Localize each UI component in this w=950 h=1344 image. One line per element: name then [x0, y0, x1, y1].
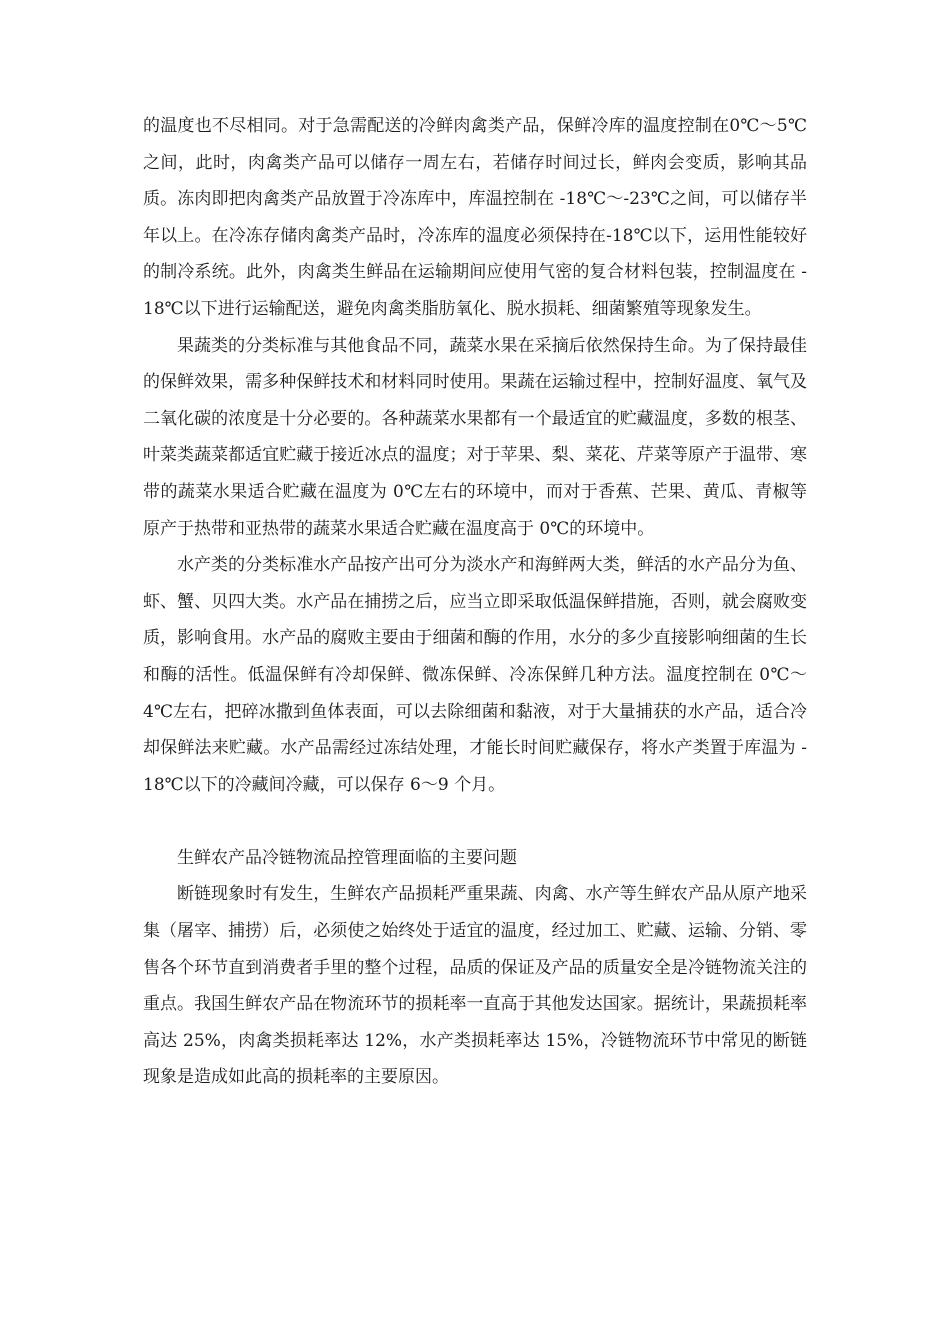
paragraph-fruit-vegetable-storage: 果蔬类的分类标准与其他食品不同，蔬菜水果在采摘后依然保持生命。为了保持最佳的保鲜效果，需多种保鲜技术和材料同时使用。果蔬在运输过程中，控制好温度、氧气及二氧化碳的浓度是十分必要的。各种蔬菜水果都有一个最适宜的贮藏温度，多数的根茎、叶菜类蔬菜都适宜贮藏于接近冰点的温度；对于苹果、梨、菜花、芹菜等原产于温带、寒带的蔬菜水果适合贮藏在温度为 0℃左右的环境中，而对于香蕉、芒果、黄瓜、青椒等原产于热带和亚热带的蔬菜水果适合贮藏在温度高于 0℃的环境中。 [143, 335, 807, 539]
paragraph-aquatic-storage: 水产类的分类标准水产品按产出可分为淡水产和海鲜两大类，鲜活的水产品分为鱼、虾、蟹、贝四大类。水产品在捕捞之后，应当立即采取低温保鲜措施，否则，就会腐败变质，影响食用。水产品的腐败主要由于细菌和酶的作用，水分的多少直接影响细菌的生长和酶的活性。低温保鲜有冷却保鲜、微冻保鲜、冷冻保鲜几种方法。温度控制在 0℃～4℃左右，把碎冰撒到鱼体表面，可以去除细菌和黏液，对于大量捕获的水产品，适合冷却保鲜法来贮藏。水产品需经过冻结处理，才能长时间贮藏保存，将水产类置于库温为 -18℃以下的冷藏间冷藏，可以保存 6～9 个月。 [143, 555, 807, 795]
blank-line [143, 803, 807, 840]
document-body [143, 108, 807, 1096]
section-heading: 生鲜农产品冷链物流品控管理面临的主要问题 [177, 847, 517, 868]
paragraph-meat-storage: 的温度也不尽相同。对于急需配送的冷鲜肉禽类产品，保鲜冷库的温度控制在0℃～5℃之间，此时，肉禽类产品可以储存一周左右，若储存时间过长，鲜肉会变质，影响其品质。冻肉即把肉禽类产品放置于冷冻库中，库温控制在 -18℃～-23℃之间，可以储存半年以上。在冷冻存储肉禽类产品时，冷冻库的温度必须保持在-18℃以下，运用性能较好的制冷系统。此外，肉禽类生鲜品在运输期间应使用气密的复合材料包装，控制温度在 -18℃以下进行运输配送，避免肉禽类脂肪氧化、脱水损耗、细菌繁殖等现象发生。 [143, 116, 807, 319]
paragraph-cold-chain-problems: 断链现象时有发生，生鲜农产品损耗严重果蔬、肉禽、水产等生鲜农产品从原产地采集（屠宰、捕捞）后，必须使之始终处于适宜的温度，经过加工、贮藏、运输、分销、零售各个环节直到消费者手里的整个过程，品质的保证及产品的质量安全是冷链物流关注的重点。我国生鲜农产品在物流环节的损耗率一直高于其他发达国家。据统计，果蔬损耗率高达 25%，肉禽类损耗率达 12%，水产类损耗率达 15%，冷链物流环节中常见的断链现象是造成如此高的损耗率的主要原因。 [143, 884, 807, 1088]
